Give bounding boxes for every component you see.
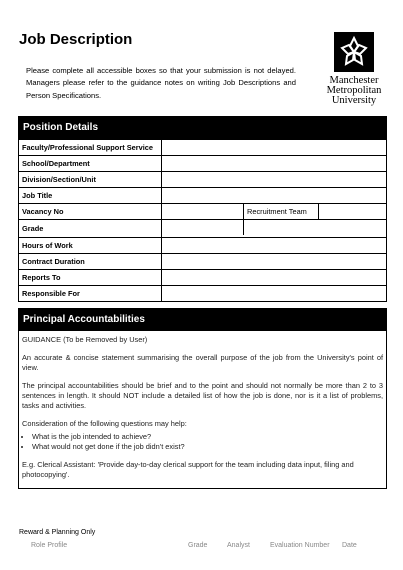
guidance-question-list [22,432,383,452]
logo-line-3: University [331,95,377,106]
row-value-field[interactable] [162,270,387,286]
row-value-field[interactable] [162,220,387,238]
position-details-table [19,139,386,301]
list-item: • What would not get done if the job didn't exist? [32,442,383,452]
table-row [19,156,386,172]
footer-analyst-label: Analyst [227,542,250,549]
row-label: Vacancy No [19,204,162,220]
table-row [19,220,386,238]
table-row [19,254,386,270]
footer-date-label: Date [342,542,357,549]
logo-mark-icon [334,32,374,72]
guidance-paragraph-3: Consideration of the following questions may help: [22,419,187,428]
row-label: Faculty/Professional Support Service [19,140,162,156]
row-value-field[interactable] [162,188,387,204]
table-row [19,204,386,220]
recruitment-team-label: Recruitment Team [244,204,319,219]
footer-grade-label: Grade [188,542,208,549]
page-title: Job Description [19,31,133,48]
row-value-field[interactable] [162,286,387,302]
logo-line-1: Manchester [329,75,379,86]
row-label: School/Department [19,156,162,172]
list-item: • What is the job intended to achieve? [32,432,383,442]
table-row [19,238,386,254]
row-value-field[interactable] [162,140,387,156]
row-label: Reports To [19,270,162,286]
accountabilities-heading: Principal Accountabilities [19,309,386,331]
row-value-field[interactable] [162,238,387,254]
footer-section-label: Reward & Planning Only [19,529,96,536]
guidance-label: GUIDANCE (To be Removed by User) [22,335,148,344]
row-label: Responsible For [19,286,162,302]
row-value-field[interactable] [162,172,387,188]
accountabilities-section [18,308,387,489]
logo-line-2: Metropolitan [326,85,382,96]
table-row [19,270,386,286]
guidance-example: E.g. Clerical Assistant: 'Provide day-to-day clerical support for the team including data input, filing and photocopying'. [22,460,354,479]
row-label: Hours of Work [19,238,162,254]
intro-text: Please complete all accessible boxes so that your submission is not delayed. Managers please refer to the guidance notes on writing Job Descriptions and Person Specifications. [26,66,296,100]
university-logo [318,32,390,106]
table-row [19,286,386,302]
grade-field[interactable] [162,220,244,235]
table-row [19,172,386,188]
accountabilities-text-area[interactable] [19,331,386,488]
guidance-paragraph-2: The principal accountabilities should be brief and to the point and should not normally be more than 2 to 3 sentences in length. It should NOT include a detailed list of how the job is done, nor is it a list of problems, tasks and activities. [22,381,383,410]
footer-evaluation-number-label: Evaluation Number [270,542,330,549]
row-label: Division/Section/Unit [19,172,162,188]
row-value-field[interactable] [162,156,387,172]
position-details-section [18,116,387,302]
footer-role-profile-label: Role Profile [31,542,68,549]
table-row [19,188,386,204]
position-details-heading: Position Details [19,117,386,139]
row-label: Grade [19,220,162,238]
vacancy-no-field[interactable] [162,204,244,220]
table-row [19,140,386,156]
row-label: Contract Duration [19,254,162,270]
recruitment-team-cell [244,204,387,220]
row-label: Job Title [19,188,162,204]
row-value-field[interactable] [162,254,387,270]
guidance-paragraph-1: An accurate & concise statement summarising the overall purpose of the job from the University's point of view. [22,353,383,372]
